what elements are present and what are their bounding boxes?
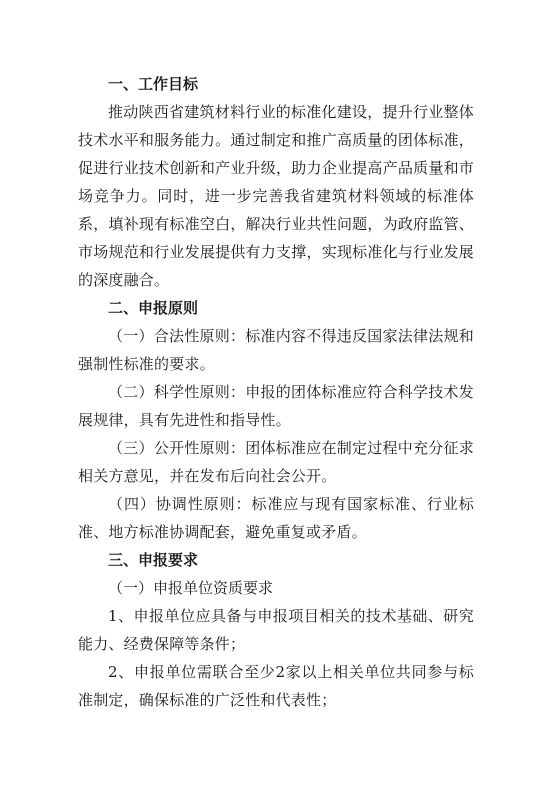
- section-heading-requirements: 三、申报要求: [108, 551, 199, 569]
- principle-coordination: （四）协调性原则：标准应与现有国家标准、行业标准、地方标准协调配套，避免重复或矛盾。: [78, 495, 474, 541]
- principle-scientific: （二）科学性原则：申报的团体标准应符合科学技术发展规律，具有先进性和指导性。: [78, 383, 474, 429]
- principle-legality: （一）合法性原则：标准内容不得违反国家法律法规和强制性标准的要求。: [78, 327, 474, 373]
- section-heading-principles: 二、申报原则: [108, 299, 199, 317]
- principle-openness: （三）公开性原则：团体标准应在制定过程中充分征求相关方意见，并在发布后向社会公开。: [78, 439, 474, 485]
- document-body: [78, 70, 474, 714]
- subheading-qualification: （一）申报单位资质要求: [108, 579, 274, 597]
- requirement-item-1: 1、申报单位应具备与申报项目相关的技术基础、研究能力、经费保障等条件；: [78, 607, 474, 653]
- requirement-item-2: 2、申报单位需联合至少2家以上相关单位共同参与标准制定，确保标准的广泛性和代表性；: [78, 663, 474, 709]
- work-goals-paragraph: 推动陕西省建筑材料行业的标准化建设，提升行业整体技术水平和服务能力。通过制定和推广高质量的团体标准，促进行业技术创新和产业升级，助力企业提高产品质量和市场竞争力。同时，进一步完善我省建筑材料领域的标准体系，填补现有标准空白，解决行业共性问题，为政府监管、市场规范和行业发展提供有力支撑，实现标准化与行业发展的深度融合。: [78, 103, 474, 289]
- section-heading-work-goals: 一、工作目标: [108, 75, 199, 93]
